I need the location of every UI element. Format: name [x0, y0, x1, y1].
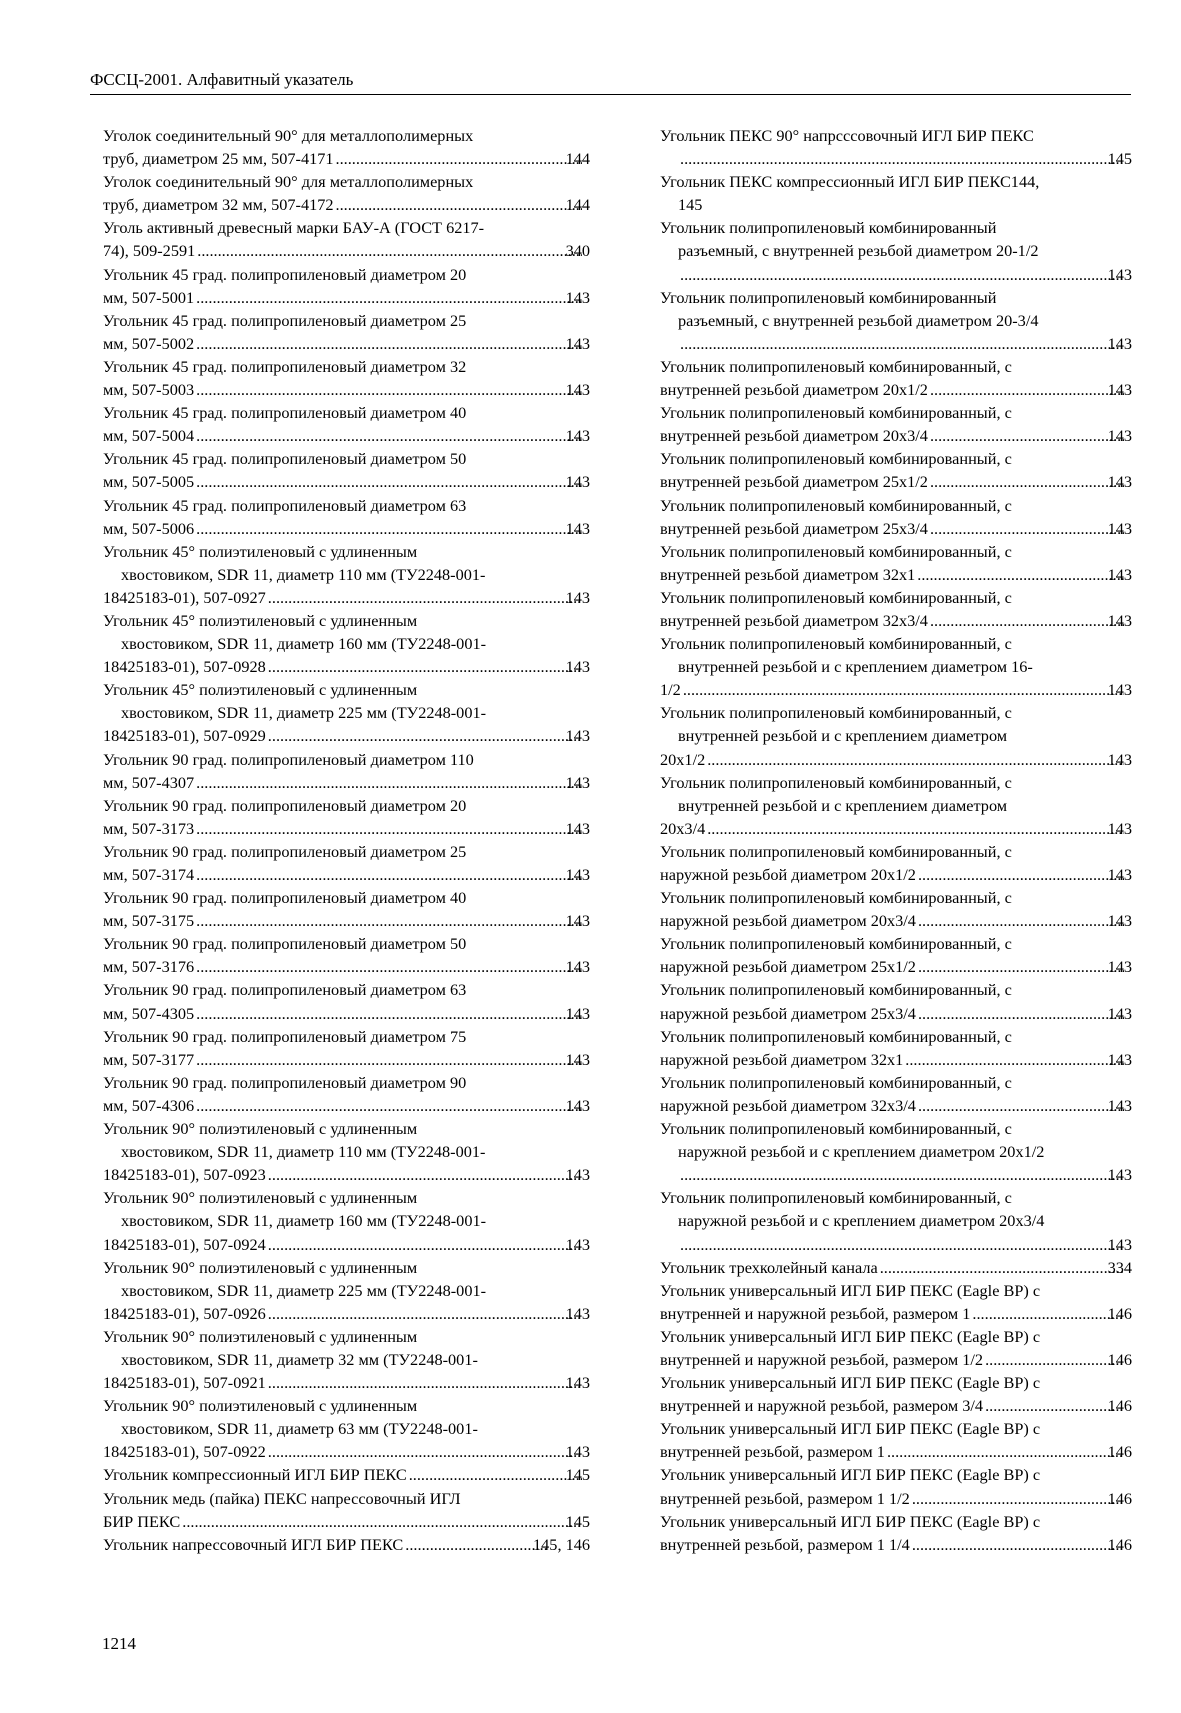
entry-page-ref: 143: [565, 472, 590, 492]
entry-text-line: мм, 507-5002: [103, 333, 195, 353]
entry-text-line: 145: [678, 195, 703, 215]
entry-text-line: наружной резьбой диаметром 25x3/4: [660, 1003, 916, 1023]
entry-text-line: 20x3/4: [660, 818, 706, 838]
entry-text-line: 18425183-01), 507-0929: [103, 726, 266, 746]
entry-page-ref: 145: [565, 1465, 590, 1485]
entry-text-line: внутренней резьбой диаметром 32x1: [660, 564, 916, 584]
index-entry: [103, 978, 590, 1024]
dot-leader: [912, 1487, 1124, 1510]
dot-leader: [680, 332, 1124, 355]
entry-text-line: внутренней резьбой и с креплением диаметром: [678, 795, 1008, 815]
entry-text-line: Угольник 90 град. полипропиленовый диаметром 40: [103, 888, 467, 908]
index-entry: [660, 447, 1132, 493]
entry-text-line: Угольник 90 град. полипропиленовый диаметром 110: [103, 749, 474, 769]
entry-page-ref: 143: [1107, 564, 1132, 584]
dot-leader: [268, 655, 582, 678]
dot-leader: [918, 863, 1124, 886]
dot-leader: [182, 1510, 581, 1533]
entry-text-line: Уголь активный древесный марки БАУ-А (ГОСТ 6217-: [103, 218, 485, 238]
entry-page-ref: 143: [1107, 333, 1132, 353]
dot-leader: [930, 424, 1124, 447]
index-entry: [103, 1487, 590, 1533]
entry-text-line: мм, 507-3176: [103, 957, 195, 977]
entry-text-line: Угольник универсальный ИГЛ БИР ПЕКС (Eagle BP) с: [660, 1326, 1041, 1346]
index-entry: [103, 1533, 590, 1556]
entry-text-line: внутренней и наружной резьбой, размером 1/2: [660, 1349, 984, 1369]
entry-text-line: Угольник 90° полиэтиленовый с удлиненным: [103, 1257, 418, 1277]
dot-leader: [268, 1302, 582, 1325]
entry-text-line: Угольник 90 град. полипропиленовый диаметром 50: [103, 934, 467, 954]
index-entry: [103, 794, 590, 840]
entry-text-line: внутренней и наружной резьбой, размером 1: [660, 1303, 971, 1323]
dot-leader: [918, 1002, 1124, 1025]
dot-leader: [268, 1440, 582, 1463]
entry-text-line: Угольник полипропиленовый комбинированный: [660, 218, 997, 238]
entry-text-line: Угольник 90 град. полипропиленовый диаметром 63: [103, 980, 467, 1000]
dot-leader: [985, 1348, 1124, 1371]
index-entry: [660, 886, 1132, 932]
entry-page-ref: 143: [1107, 957, 1132, 977]
entry-page-ref: 143: [565, 1049, 590, 1069]
dot-leader: [887, 1440, 1124, 1463]
index-column-left: [103, 124, 590, 1556]
entry-text-line: хвостовиком, SDR 11, диаметр 225 мм (ТУ2248-001-: [121, 703, 487, 723]
entry-page-ref: 143: [565, 333, 590, 353]
index-entry: [660, 632, 1132, 701]
entry-text-line: внутренней резьбой диаметром 25x3/4: [660, 518, 928, 538]
entry-text-line: внутренней резьбой, размером 1 1/2: [660, 1488, 910, 1508]
index-entry: [660, 1117, 1132, 1186]
page-header: ФССЦ-2001. Алфавитный указатель: [90, 70, 354, 89]
dot-leader: [905, 1048, 1123, 1071]
entry-text-line: Угольник напрессовочный ИГЛ БИР ПЕКС: [103, 1534, 404, 1554]
entry-text-line: наружной резьбой и с креплением диаметром 20x1/2: [678, 1142, 1045, 1162]
entry-page-ref: 143: [565, 957, 590, 977]
index-entry: [103, 678, 590, 747]
entry-text-line: Угольник 45° полиэтиленовый с удлиненным: [103, 610, 418, 630]
dot-leader: [268, 1163, 582, 1186]
index-entry: [103, 216, 590, 262]
dot-leader: [683, 678, 1124, 701]
dot-leader: [707, 817, 1123, 840]
entry-page-ref: 145, 146: [533, 1534, 590, 1554]
entry-text-line: Угольник 45 град. полипропиленовый диаметром 63: [103, 495, 467, 515]
index-entry: [103, 263, 590, 309]
entry-text-line: Угольник полипропиленовый комбинированный, с: [660, 1119, 1012, 1139]
index-entry: [660, 586, 1132, 632]
entry-text-line: мм, 507-4306: [103, 1095, 195, 1115]
dot-leader: [196, 817, 581, 840]
entry-text-line: Угольник полипропиленовый комбинированный, с: [660, 541, 1012, 561]
index-entry: [103, 540, 590, 609]
dot-leader: [880, 1256, 1124, 1279]
entry-text-line: хвостовиком, SDR 11, диаметр 160 мм (ТУ2248-001-: [121, 634, 487, 654]
dot-leader: [930, 609, 1124, 632]
entry-text-line: Угольник универсальный ИГЛ БИР ПЕКС (Eagle BP) с: [660, 1373, 1041, 1393]
entry-page-ref: 144: [565, 195, 590, 215]
entry-text-line: 74), 509-2591: [103, 241, 196, 261]
entry-page-ref: 143: [565, 1303, 590, 1323]
index-entry: [660, 355, 1132, 401]
entry-page-ref: 146: [1107, 1396, 1132, 1416]
dot-leader: [409, 1463, 582, 1486]
entry-text-line: Угольник полипропиленовый комбинированный, с: [660, 841, 1012, 861]
index-entry: [660, 840, 1132, 886]
index-entry: [660, 286, 1132, 355]
entry-text-line: Угольник 90 град. полипропиленовый диаметром 25: [103, 841, 467, 861]
entry-text-line: Уголок соединительный 90° для металлополимерных: [103, 172, 474, 192]
dot-leader: [972, 1302, 1123, 1325]
index-entry: [660, 1325, 1132, 1371]
index-entry: [660, 1463, 1132, 1509]
entry-text-line: мм, 507-3173: [103, 818, 195, 838]
dot-leader: [196, 1002, 581, 1025]
dot-leader: [268, 1371, 582, 1394]
dot-leader: [196, 286, 581, 309]
index-entry: [103, 401, 590, 447]
entry-text-line: разъемный, с внутренней резьбой диаметром 20-3/4: [678, 310, 1039, 330]
entry-text-line: Угольник универсальный ИГЛ БИР ПЕКС (Eagle BP) с: [660, 1465, 1041, 1485]
dot-leader: [196, 955, 581, 978]
dot-leader: [196, 470, 581, 493]
index-entry: [660, 1279, 1132, 1325]
dot-leader: [680, 1233, 1124, 1256]
index-entry: [660, 1256, 1132, 1279]
index-entry: [103, 1256, 590, 1325]
entry-text-line: наружной резьбой диаметром 32x1: [660, 1049, 904, 1069]
entry-text-line: наружной резьбой диаметром 32x3/4: [660, 1095, 916, 1115]
index-entry: [103, 1117, 590, 1186]
entry-page-ref: 143: [565, 1234, 590, 1254]
entry-page-ref: 143: [565, 657, 590, 677]
entry-text-line: труб, диаметром 32 мм, 507-4172: [103, 195, 334, 215]
entry-text-line: Угольник 45 град. полипропиленовый диаметром 20: [103, 264, 467, 284]
dot-leader: [196, 909, 581, 932]
entry-page-ref: 143: [565, 287, 590, 307]
entry-text-line: Угольник полипропиленовый комбинированный, с: [660, 1026, 1012, 1046]
dot-leader: [918, 909, 1124, 932]
entry-page-ref: 143: [1107, 610, 1132, 630]
dot-leader: [930, 517, 1124, 540]
entry-page-ref: 143: [1107, 1095, 1132, 1115]
entry-page-ref: 143: [1107, 380, 1132, 400]
entry-text-line: мм, 507-5005: [103, 472, 195, 492]
dot-leader: [196, 378, 581, 401]
entry-text-line: 18425183-01), 507-0928: [103, 657, 266, 677]
index-entry: [660, 494, 1132, 540]
entry-text-line: мм, 507-4307: [103, 772, 195, 792]
index-entry: [103, 1463, 590, 1486]
entry-page-ref: 143: [565, 587, 590, 607]
entry-page-ref: 143: [565, 726, 590, 746]
dot-leader: [918, 955, 1124, 978]
entry-text-line: труб, диаметром 25 мм, 507-4171: [103, 149, 334, 169]
index-entry: [103, 932, 590, 978]
entry-text-line: Угольник полипропиленовый комбинированный, с: [660, 1072, 1012, 1092]
dot-leader: [196, 517, 581, 540]
entry-text-line: наружной резьбой диаметром 25x1/2: [660, 957, 916, 977]
dot-leader: [336, 147, 582, 170]
index-entry: [660, 701, 1132, 770]
index-entry: [103, 1186, 590, 1255]
entry-text-line: Угольник 45° полиэтиленовый с удлиненным: [103, 541, 418, 561]
dot-leader: [405, 1533, 549, 1556]
entry-text-line: мм, 507-5004: [103, 426, 195, 446]
entry-text-line: внутренней резьбой диаметром 32x3/4: [660, 610, 928, 630]
dot-leader: [196, 1094, 581, 1117]
index-entry: [103, 1325, 590, 1394]
entry-text-line: внутренней резьбой диаметром 20x1/2: [660, 380, 928, 400]
entry-text-line: Угольник 45 град. полипропиленовый диаметром 32: [103, 356, 467, 376]
entry-page-ref: 143: [1107, 264, 1132, 284]
index-entry: [103, 124, 590, 170]
entry-text-line: Угольник 90 град. полипропиленовый диаметром 20: [103, 795, 467, 815]
index-entry: [103, 494, 590, 540]
dot-leader: [268, 586, 582, 609]
entry-text-line: Угольник полипропиленовый комбинированный, с: [660, 772, 1012, 792]
entry-page-ref: 144: [565, 149, 590, 169]
index-entry: [103, 1025, 590, 1071]
entry-page-ref: 146: [1107, 1303, 1132, 1323]
dot-leader: [918, 1094, 1124, 1117]
entry-page-ref: 143: [1107, 865, 1132, 884]
entry-text-line: наружной резьбой и с креплением диаметром 20x3/4: [678, 1211, 1045, 1231]
entry-text-line: хвостовиком, SDR 11, диаметр 32 мм (ТУ2248-001-: [121, 1349, 478, 1369]
entry-text-line: наружной резьбой диаметром 20x3/4: [660, 911, 916, 931]
entry-text-line: 18425183-01), 507-0921: [103, 1373, 266, 1393]
dot-leader: [196, 424, 581, 447]
index-entry: [660, 540, 1132, 586]
dot-leader: [680, 147, 1124, 170]
entry-page-ref: 143: [565, 518, 590, 538]
entry-page-ref: 143: [565, 865, 590, 884]
entry-text-line: Угольник полипропиленовый комбинированный, с: [660, 1188, 1012, 1208]
entry-page-ref: 143: [1107, 1165, 1132, 1185]
entry-page-ref: 143: [1107, 1049, 1132, 1069]
index-entry: [103, 886, 590, 932]
index-entry: [660, 170, 1132, 216]
index-entry: [103, 355, 590, 401]
entry-page-ref: 143: [1107, 1234, 1132, 1254]
entry-page-ref: 143: [1107, 680, 1132, 700]
entry-text-line: Угольник полипропиленовый комбинированный, с: [660, 449, 1012, 469]
entry-text-line: 1/2: [660, 680, 681, 700]
entry-page-ref: 146: [1107, 1349, 1132, 1369]
entry-text-line: внутренней резьбой диаметром 25x1/2: [660, 472, 928, 492]
entry-text-line: Угольник 45 град. полипропиленовый диаметром 50: [103, 449, 467, 469]
entry-page-ref: 143: [1107, 426, 1132, 446]
entry-page-ref: 143: [565, 1442, 590, 1462]
entry-text-line: Угольник полипропиленовый комбинированный, с: [660, 587, 1012, 607]
entry-text-line: Угольник 90 град. полипропиленовый диаметром 75: [103, 1026, 467, 1046]
dot-leader: [196, 1048, 581, 1071]
entry-text-line: мм, 507-5003: [103, 380, 195, 400]
index-entry: [660, 216, 1132, 285]
entry-text-line: Угольник универсальный ИГЛ БИР ПЕКС (Eagle BP) с: [660, 1280, 1041, 1300]
index-entry: [660, 771, 1132, 840]
entry-text-line: внутренней резьбой, размером 1: [660, 1442, 885, 1462]
entry-text-line: 18425183-01), 507-0927: [103, 587, 266, 607]
dot-leader: [197, 239, 581, 262]
index-entry: [103, 170, 590, 216]
index-entry: [660, 1510, 1132, 1556]
dot-leader: [680, 1163, 1124, 1186]
entry-page-ref: 143: [1107, 518, 1132, 538]
entry-page-ref: 143: [565, 380, 590, 400]
index-entry: [103, 309, 590, 355]
index-entry: [660, 1071, 1132, 1117]
index-column-right: [660, 124, 1132, 1556]
entry-text-line: Угольник полипропиленовый комбинированный, с: [660, 980, 1012, 1000]
entry-page-ref: 146: [1107, 1442, 1132, 1462]
dot-leader: [268, 724, 582, 747]
entry-text-line: Угольник 45 град. полипропиленовый диаметром 40: [103, 403, 467, 423]
entry-text-line: 18425183-01), 507-0922: [103, 1442, 266, 1462]
dot-leader: [930, 378, 1124, 401]
entry-text-line: разъемный, с внутренней резьбой диаметром 20-1/2: [678, 241, 1039, 261]
index-entry: [103, 748, 590, 794]
index-entry: [660, 1186, 1132, 1255]
entry-text-line: Угольник 45 град. полипропиленовый диаметром 25: [103, 310, 467, 330]
entry-text-line: Угольник 90° полиэтиленовый с удлиненным: [103, 1396, 418, 1416]
dot-leader: [985, 1394, 1124, 1417]
dot-leader: [707, 748, 1123, 771]
entry-text-line: Угольник компрессионный ИГЛ БИР ПЕКС: [103, 1465, 407, 1485]
entry-text-line: Угольник 90° полиэтиленовый с удлиненным: [103, 1119, 418, 1139]
entry-text-line: мм, 507-3177: [103, 1049, 195, 1069]
index-entry: [660, 124, 1132, 170]
dot-leader: [196, 332, 581, 355]
dot-leader: [196, 863, 581, 886]
entry-page-ref: 340: [565, 241, 590, 261]
dot-leader: [336, 193, 582, 216]
entry-page-ref: 143: [565, 1165, 590, 1185]
entry-text-line: внутренней и наружной резьбой, размером 3/4: [660, 1396, 984, 1416]
entry-text-line: внутренней резьбой, размером 1 1/4: [660, 1534, 910, 1554]
index-entry: [103, 840, 590, 886]
entry-page-ref: 143: [565, 1003, 590, 1023]
entry-text-line: Угольник полипропиленовый комбинированный, с: [660, 356, 1012, 376]
entry-text-line: Угольник 90° полиэтиленовый с удлиненным: [103, 1188, 418, 1208]
dot-leader: [917, 563, 1123, 586]
entry-text-line: внутренней резьбой диаметром 20x3/4: [660, 426, 928, 446]
entry-text-line: мм, 507-5001: [103, 287, 195, 307]
entry-text-line: Угольник полипропиленовый комбинированный, с: [660, 888, 1012, 908]
entry-page-ref: 143: [1107, 749, 1132, 769]
entry-text-line: наружной резьбой диаметром 20x1/2: [660, 865, 916, 884]
index-entry: [660, 1417, 1132, 1463]
entry-page-ref: 146: [1107, 1534, 1132, 1554]
index-entry: [660, 1025, 1132, 1071]
entry-text-line: Угольник универсальный ИГЛ БИР ПЕКС (Eagle BP) с: [660, 1511, 1041, 1531]
entry-text-line: Уголок соединительный 90° для металлополимерных: [103, 126, 474, 145]
entry-text-line: внутренней резьбой и с креплением диаметром: [678, 726, 1008, 746]
entry-text-line: Угольник трехколейный канала: [660, 1257, 878, 1277]
entry-text-line: Угольник 90 град. полипропиленовый диаметром 90: [103, 1072, 467, 1092]
entry-text-line: Угольник 45° полиэтиленовый с удлиненным: [103, 680, 418, 700]
entry-page-ref: 143: [565, 911, 590, 931]
entry-text-line: мм, 507-3174: [103, 865, 195, 884]
entry-page-ref: 145: [565, 1511, 590, 1531]
dot-leader: [680, 263, 1124, 286]
entry-page-ref: 143: [1107, 1003, 1132, 1023]
page-number: 1214: [102, 1634, 136, 1653]
entry-text-line: 18425183-01), 507-0926: [103, 1303, 266, 1323]
entry-text-line: Угольник полипропиленовый комбинированный, с: [660, 495, 1012, 515]
entry-page-ref: 145: [1107, 149, 1132, 169]
entry-page-ref: 143: [565, 818, 590, 838]
entry-text-line: хвостовиком, SDR 11, диаметр 225 мм (ТУ2248-001-: [121, 1280, 487, 1300]
entry-text-line: хвостовиком, SDR 11, диаметр 110 мм (ТУ2248-001-: [121, 1142, 486, 1162]
entry-page-ref: 146: [1107, 1488, 1132, 1508]
entry-text-line: 18425183-01), 507-0924: [103, 1234, 266, 1254]
entry-text-line: внутренней резьбой и с креплением диаметром 16-: [678, 657, 1033, 677]
header-divider: [90, 94, 1131, 95]
entry-page-ref: 143: [1107, 472, 1132, 492]
entry-page-ref: 334: [1107, 1257, 1132, 1277]
entry-page-ref: 143: [565, 772, 590, 792]
dot-leader: [930, 470, 1124, 493]
entry-page-ref: 143: [565, 1373, 590, 1393]
index-entry: [103, 447, 590, 493]
index-entry: [660, 401, 1132, 447]
entry-text-line: хвостовиком, SDR 11, диаметр 160 мм (ТУ2248-001-: [121, 1211, 487, 1231]
index-entry: [103, 1071, 590, 1117]
entry-text-line: Угольник медь (пайка) ПЕКС напрессовочный ИГЛ: [103, 1488, 461, 1508]
entry-text-line: Угольник полипропиленовый комбинированный, с: [660, 934, 1012, 954]
index-entry: [660, 978, 1132, 1024]
entry-text-line: Угольник полипропиленовый комбинированный, с: [660, 403, 1012, 423]
index-entry: [103, 1394, 590, 1463]
entry-text-line: 20x1/2: [660, 749, 706, 769]
entry-text-line: Угольник 90° полиэтиленовый с удлиненным: [103, 1326, 418, 1346]
entry-text-line: 18425183-01), 507-0923: [103, 1165, 266, 1185]
entry-text-line: Угольник ПЕКС 90° напрсссовочный ИГЛ БИР ПЕКС: [660, 126, 1034, 145]
entry-text-line: мм, 507-3175: [103, 911, 195, 931]
dot-leader: [268, 1233, 582, 1256]
dot-leader: [196, 771, 581, 794]
entry-text-line: Угольник полипропиленовый комбинированный, с: [660, 634, 1012, 654]
index-entry: [660, 932, 1132, 978]
dot-leader: [912, 1533, 1124, 1556]
index-entry: [660, 1371, 1132, 1417]
entry-text-line: Угольник полипропиленовый комбинированный, с: [660, 703, 1012, 723]
entry-text-line: мм, 507-5006: [103, 518, 195, 538]
entry-text-line: мм, 507-4305: [103, 1003, 195, 1023]
entry-text-line: хвостовиком, SDR 11, диаметр 110 мм (ТУ2248-001-: [121, 564, 486, 584]
entry-text-line: Угольник полипропиленовый комбинированный: [660, 287, 997, 307]
entry-page-ref: 143: [1107, 911, 1132, 931]
entry-text-line: БИР ПЕКС: [103, 1511, 181, 1531]
index-entry: [103, 609, 590, 678]
entry-page-ref: 143: [565, 426, 590, 446]
entry-page-ref: 143: [1107, 818, 1132, 838]
entry-page-ref: 143: [565, 1095, 590, 1115]
entry-text-line: Угольник ПЕКС компрессионный ИГЛ БИР ПЕКС144,: [660, 172, 1040, 192]
entry-text-line: Угольник универсальный ИГЛ БИР ПЕКС (Eagle BP) с: [660, 1419, 1041, 1439]
entry-text-line: хвостовиком, SDR 11, диаметр 63 мм (ТУ2248-001-: [121, 1419, 478, 1439]
